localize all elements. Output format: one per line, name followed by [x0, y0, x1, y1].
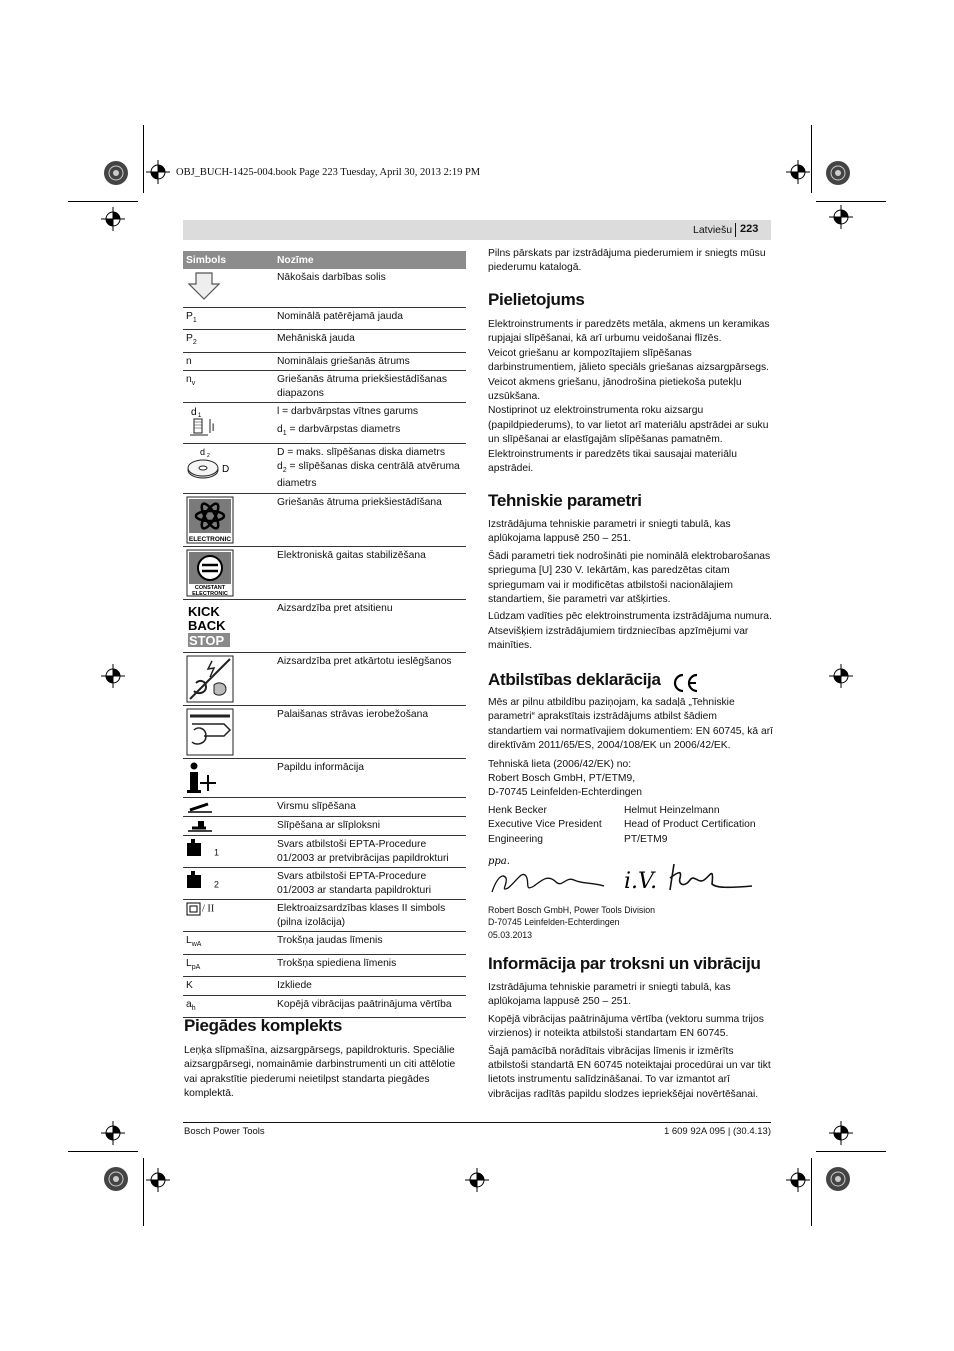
kickback-stop-icon [186, 602, 234, 650]
svg-text:ELECTRONIC: ELECTRONIC [188, 536, 232, 544]
grinding-disc-icon [186, 446, 236, 482]
crosshair-icon [465, 1168, 489, 1192]
table-row [183, 330, 466, 353]
col-symbol-header: Simbols [183, 251, 274, 269]
crosshair-icon [101, 1121, 125, 1145]
symbol-cell: K [183, 977, 274, 996]
table-row [183, 403, 466, 444]
delivery-body: Leņķa slīpmašīna, aizsargpārsegs, papildrokturis. Speciālie aizsargpārsegi, nomaināmie darbinstrumenti un citi attēlotie vai aprakstītie piederumi neietilpst standarta piegādes komplektā. [184, 1045, 456, 1100]
header-language: Latviešu [693, 224, 733, 236]
svg-text:ELECTRONIC: ELECTRONIC [192, 591, 228, 598]
meaning-cell: Slīpēšana ar slīploksni [274, 817, 466, 836]
meaning-cell: Svars atbilstoši EPTA-Procedure 01/2003 ar pretvibrācijas papildrokturi [274, 836, 466, 868]
crop-mark [68, 201, 138, 202]
svg-text:STOP: STOP [189, 633, 225, 649]
info-plus-icon [186, 761, 222, 795]
crop-mark [68, 1151, 138, 1152]
table-row [183, 547, 466, 600]
crosshair-icon [146, 1168, 170, 1192]
col-meaning-header: Nozīme [274, 251, 466, 269]
conformity-body: Mēs ar pilnu atbildību paziņojam, ka sadaļā „Tehniskie parametri“ aprakstītais izstrādājums atbilst šādiem standartiem vai normatīvajiem dokumentiem: EN 60745, kā arī direktīvām 2011/65/ES, 2004/108/EK un 2006/42/EK. Tehniskā lieta (2006/42/EK) no: Robert Bosch GmbH, PT/ETM9, D-70745 Leinfelden-Echterdingen [488, 697, 774, 799]
symbol-cell: 2 [183, 868, 274, 900]
table-row [183, 653, 466, 706]
table-row [183, 444, 466, 494]
table-row [183, 954, 466, 977]
tech-heading: Tehniskie parametri [488, 491, 642, 510]
symbol-cell [183, 444, 274, 494]
table-row [183, 307, 466, 330]
crosshair-icon [146, 160, 170, 184]
restart-protection-icon [186, 655, 234, 703]
meaning-cell: Trokšņa jaudas līmenis [274, 932, 466, 955]
svg-text:d: d [200, 447, 206, 458]
crop-mark [143, 125, 144, 193]
symbol-cell: $L_{wA}$ [183, 932, 274, 955]
signatory-1: Henk Becker Executive Vice President Engineering [488, 805, 602, 845]
meaning-cell: Trokšņa spiediena līmenis [274, 954, 466, 977]
table-row [183, 868, 466, 900]
svg-text:1: 1 [198, 413, 202, 420]
svg-text:2: 2 [207, 453, 210, 460]
symbol-cell: $P_2$ [183, 330, 274, 353]
conformity-heading: Atbilstības deklarācija [488, 670, 661, 689]
meaning-cell: Nominālais griešanās ātrums [274, 352, 466, 371]
symbol-cell [183, 759, 274, 798]
signature-heinzelmann [624, 858, 756, 898]
soft-start-icon [186, 708, 234, 756]
meaning-cell: Virsmu slīpēšana [274, 798, 466, 817]
crosshair-icon [786, 160, 810, 184]
symbol-cell: $a_h$ [183, 995, 274, 1018]
delivery-heading: Piegādes komplekts [184, 1016, 343, 1035]
footer-left: Bosch Power Tools [184, 1126, 265, 1137]
svg-text:D: D [222, 464, 230, 476]
svg-text:i.V.: i.V. [624, 869, 658, 894]
symbol-cell: $P_1$ [183, 307, 274, 330]
svg-text:KICK: KICK [188, 604, 220, 620]
page-header-bar [183, 220, 771, 240]
crop-mark [143, 1158, 144, 1226]
table-row [183, 759, 466, 798]
meaning-cell: l = darbvārpstas vītnes garums $d_1$ = darbvārpstas diametrs [274, 403, 466, 444]
crop-mark [816, 1151, 886, 1152]
meaning-cell: D = maks. slīpēšanas diska diametrs $d_2$ = slīpēšanas diska centrālā atvēruma diametrs [274, 444, 466, 494]
crosshair-icon [101, 664, 125, 688]
meaning-cell: Griešanās ātruma priekšiestādīšanas diapazons [274, 371, 466, 403]
arrow-down-icon [186, 271, 222, 301]
meaning-cell: Aizsardzība pret atkārtotu ieslēgšanos [274, 653, 466, 706]
header-separator [735, 223, 736, 237]
table-row [183, 817, 466, 836]
page-number: 223 [740, 223, 759, 235]
registration-mark-icon [103, 1166, 129, 1192]
svg-text:BACK: BACK [188, 618, 226, 634]
symbol-cell [183, 798, 274, 817]
crop-mark [811, 1158, 812, 1226]
table-row [183, 706, 466, 759]
usage-body: Elektroinstruments ir paredzēts metāla, akmens un keramikas rupjajai slīpēšanai, kā arī urbumu veidošanai flīzēs. Veicot griešanu ar kompozītajiem slīpēšanas darbinstrumentiem, jālieto speciāls griešanas aizsargpārsegs. Veicot akmens griešanu, jānodrošina pietiekoša putekļu uzsūkšana. Nostiprinot uz elektroinstrumenta roku aizsargu (papildpiederums), to var lietot arī materiālu apstrādei ar suku un slīpēšanai ar elastīgajām slīpēšanas pamatnēm. Elektroinstruments ir paredzēts tikai sausajai materiālu apstrādei. [488, 319, 770, 475]
symbol-cell: n [183, 352, 274, 371]
svg-text:ppa.: ppa. [488, 856, 510, 867]
symbol-cell [183, 817, 274, 836]
svg-text:d: d [191, 407, 197, 419]
table-row [183, 900, 466, 932]
meaning-cell: Nominālā patērējamā jauda [274, 307, 466, 330]
footer-right: 1 609 92A 095 | (30.4.13) [663, 1126, 771, 1137]
table-row [183, 798, 466, 817]
symbol-table [183, 251, 466, 1018]
meaning-cell: Griešanās ātruma priekšiestādīšana [274, 494, 466, 547]
symbol-cell [183, 653, 274, 706]
table-row [183, 371, 466, 403]
company-address: Robert Bosch GmbH, Power Tools Division D-70745 Leinfelden-Echterdingen 05.03.2013 [488, 905, 656, 940]
registration-mark-icon [825, 1166, 851, 1192]
meaning-cell: Kopējā vibrācijas paātrinājuma vērtība [274, 995, 466, 1018]
table-row [183, 932, 466, 955]
meaning-cell: Izkliede [274, 977, 466, 996]
registration-mark-icon [825, 160, 851, 186]
symbol-cell [183, 547, 274, 600]
tech-body: Izstrādājuma tehniskie parametri ir sniegti tabulā, kas aplūkojama lappusē 250 – 251. Šādi parametri tiek nodrošināti pie nominālā elektrobarošanas sprieguma [U] 230 V. Iekārtām, kas paredzētas citam spriegumam vai ir modificētas atbilstoši nacionālajiem standartiem, šie parametri var atšķirties. Lūdzam vadīties pēc elektroinstrumenta izstrādājuma numura. Atsevišķiem izstrādājumiem tirdzniecības apzīmējumi var mainīties. [488, 519, 772, 652]
crosshair-icon [786, 1168, 810, 1192]
table-row [183, 836, 466, 868]
footer-rule [183, 1122, 771, 1123]
svg-text:CONSTANT: CONSTANT [194, 585, 226, 592]
table-row [183, 269, 466, 307]
crop-mark [811, 125, 812, 193]
registration-mark-icon [103, 160, 129, 186]
constant-electronic-icon [186, 549, 234, 597]
symbol-cell [183, 706, 274, 759]
crosshair-icon [829, 1121, 853, 1145]
usage-heading: Pielietojums [488, 290, 585, 309]
symbol-cell [183, 269, 274, 307]
noise-heading: Informācija par troksni un vibrāciju [488, 954, 761, 973]
table-row [183, 352, 466, 371]
symbol-cell [183, 403, 274, 444]
symbol-cell: / II [183, 900, 274, 932]
crosshair-icon [101, 207, 125, 231]
sanding-plate-icon [186, 819, 214, 833]
meaning-cell: Mehāniskā jauda [274, 330, 466, 353]
surface-grinding-icon [186, 800, 214, 814]
electronic-icon [186, 496, 234, 544]
ce-mark-icon [672, 672, 700, 694]
crosshair-icon [829, 664, 853, 688]
symbol-cell: $n_v$ [183, 371, 274, 403]
meaning-cell: Elektroaizsardzības klases II simbols (pilna izolācija) [274, 900, 466, 932]
table-row [183, 600, 466, 653]
symbol-cell: 1 [183, 836, 274, 868]
symbol-cell: $L_{pA}$ [183, 954, 274, 977]
weight-icon [186, 838, 214, 860]
table-row [183, 977, 466, 996]
signatory-2: Helmut Heinzelmann Head of Product Certification PT/ETM9 [624, 805, 756, 845]
meaning-cell: Papildu informācija [274, 759, 466, 798]
symbol-cell [183, 600, 274, 653]
weight-icon [186, 870, 214, 892]
svg-text:l: l [212, 423, 215, 435]
meaning-cell: Svars atbilstoši EPTA-Procedure 01/2003 ar standarta papildrokturi [274, 868, 466, 900]
noise-body: Izstrādājuma tehniskie parametri ir sniegti tabulā, kas aplūkojama lappusē 250 – 251. Kopējā vibrācijas paātrinājuma vērtība (vektoru summa trijos virzienos) ir noteikta atbilstoši standartam EN 60745. Šajā pamācībā norādītais vibrācijas līmenis ir izmērīts atbilstoši standartā EN 60745 noteiktajai procedūrai un var tikt lietots instrumentu salīdzināšanai. To var izmantot arī vibrācijas radītās papildu slodzes iepriekšējai novērtēšanai. [488, 982, 771, 1100]
spindle-icon [186, 405, 222, 441]
table-header-row [183, 251, 466, 269]
crosshair-icon [829, 205, 853, 229]
table-row [183, 494, 466, 547]
double-insulation-icon [186, 902, 202, 916]
symbol-cell [183, 494, 274, 547]
signature-becker [486, 852, 608, 900]
crop-mark [816, 201, 886, 202]
meaning-cell: Elektroniskā gaitas stabilizēšana [274, 547, 466, 600]
meaning-cell: Palaišanas strāvas ierobežošana [274, 706, 466, 759]
table-row [183, 995, 466, 1018]
meaning-cell: Nākošais darbības solis [274, 269, 466, 307]
file-stamp: OBJ_BUCH-1425-004.book Page 223 Tuesday, April 30, 2013 2:19 PM [176, 167, 481, 178]
intro-text: Pilns pārskats par izstrādājuma piederumiem ir sniegts mūsu piederumu katalogā. [488, 248, 766, 274]
meaning-cell: Aizsardzība pret atsitienu [274, 600, 466, 653]
